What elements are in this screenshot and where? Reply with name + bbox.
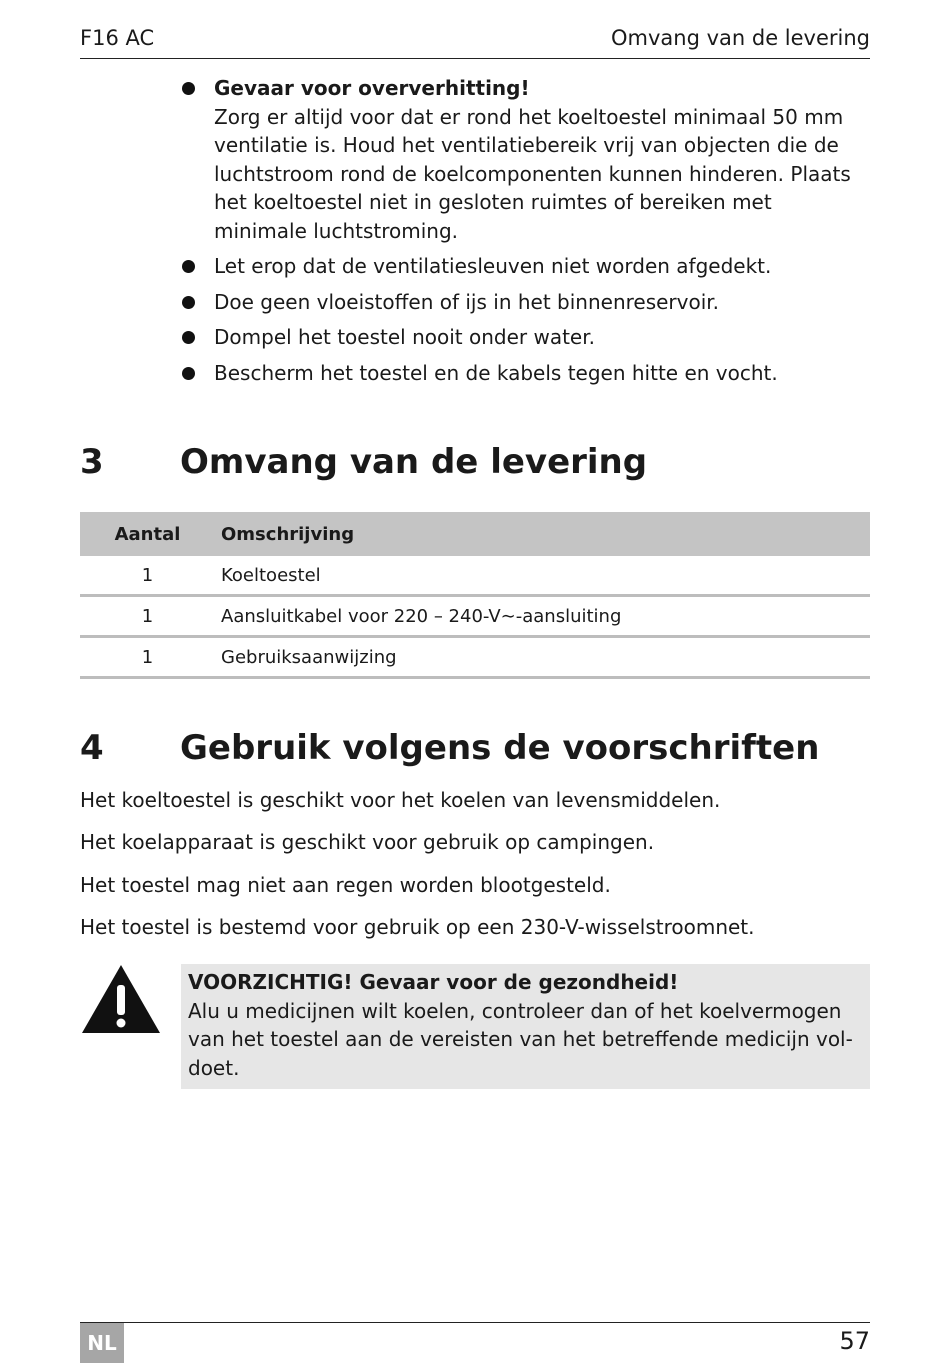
page-header (80, 26, 870, 59)
language-badge: NL (80, 1323, 124, 1363)
header-product-name: F16 AC (80, 26, 155, 50)
column-header-description: Omschrijving (215, 512, 870, 556)
usage-paragraph: Het toestel mag niet aan regen worden blootgesteld. (80, 873, 611, 897)
bullet-text: Zorg er altijd voor dat er rond het koeltoestel minimaal 50 mm ventilatie is. Houd het ventilatiebereik vrij van objecten die de luchtstroom rond de koelcomponenten kunnen hinderen. Plaats het koeltoestel niet in gesloten ruimtes of bereiken met minimale luchtstroming. (214, 104, 851, 243)
cell-description: Aansluitkabel voor 220 – 240-V∼-aansluiting (215, 596, 870, 637)
bullet-icon (182, 296, 195, 309)
list-item (180, 323, 870, 352)
caution-text: Alu u medicijnen wilt koelen, controleer dan of het koelvermogen van het toestel aan de vereisten van het betreffende medicijn vol-doet. (188, 998, 853, 1080)
cell-quantity: 1 (80, 637, 215, 678)
usage-paragraph: Het toestel is bestemd voor gebruik op een 230-V-wisselstroomnet. (80, 915, 755, 939)
bullet-icon (182, 331, 195, 344)
table-header-row (80, 512, 870, 556)
section-number: 4 (80, 728, 104, 768)
bullet-icon (182, 260, 195, 273)
safety-bullet-list (180, 74, 870, 394)
cell-description: Koeltoestel (215, 556, 870, 596)
section-number: 3 (80, 442, 104, 482)
delivery-table (80, 512, 870, 679)
caution-content (188, 968, 864, 1082)
cell-quantity: 1 (80, 556, 215, 596)
section-title: Omvang van de levering (180, 442, 648, 482)
warning-triangle-icon (80, 963, 162, 1035)
page-footer (80, 1322, 870, 1363)
bullet-icon (182, 82, 195, 95)
column-header-quantity: Aantal (80, 512, 215, 556)
usage-paragraph: Het koeltoestel is geschikt voor het koelen van levensmiddelen. (80, 788, 721, 812)
table-row (80, 596, 870, 637)
header-section-title: Omvang van de levering (610, 26, 870, 50)
bullet-text: Let erop dat de ventilatiesleuven niet worden afgedekt. (214, 254, 772, 278)
bullet-icon (182, 367, 195, 380)
table-row (80, 556, 870, 596)
cell-quantity: 1 (80, 596, 215, 637)
list-item (180, 74, 870, 245)
bullet-text: Dompel het toestel nooit onder water. (214, 325, 595, 349)
list-item (180, 359, 870, 388)
caution-title: VOORZICHTIG! Gevaar voor de gezondheid! (188, 970, 679, 994)
list-item (180, 252, 870, 281)
bullet-text: Doe geen vloeistoffen of ijs in het binnenreservoir. (214, 289, 720, 314)
list-item (180, 288, 870, 317)
bullet-text: Bescherm het toestel en de kabels tegen hitte en vocht. (214, 360, 778, 385)
caution-box (181, 964, 870, 1089)
cell-description: Gebruiksaanwijzing (215, 637, 870, 678)
page-number: 57 (839, 1327, 870, 1355)
section-title: Gebruik volgens de voorschriften (180, 728, 820, 768)
bullet-title: Gevaar voor oververhitting! (214, 76, 530, 100)
table-row (80, 637, 870, 678)
usage-paragraph: Het koelapparaat is geschikt voor gebruik op campingen. (80, 830, 655, 854)
